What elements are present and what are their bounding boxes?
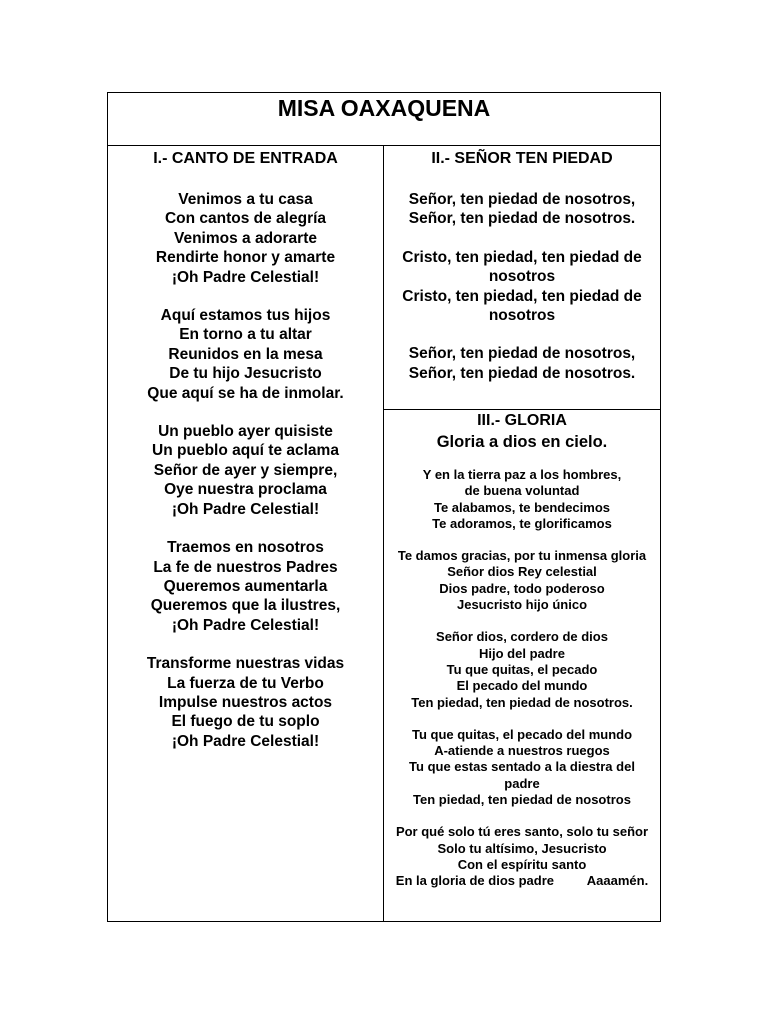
verse-line: ¡Oh Padre Celestial! bbox=[171, 616, 320, 634]
verse-line: El pecado del mundo bbox=[456, 678, 588, 694]
stanza bbox=[384, 629, 660, 710]
verse-line: Traemos en nosotros bbox=[167, 539, 324, 557]
verse-line: Cristo, ten piedad, ten piedad de bbox=[402, 287, 642, 305]
canto-entrada-verses bbox=[108, 190, 383, 751]
canto-entrada-cell bbox=[108, 146, 384, 921]
verse-line: Ten piedad, ten piedad de nosotros bbox=[413, 792, 631, 808]
stanza bbox=[108, 422, 383, 519]
verse-line: Impulse nuestros actos bbox=[158, 693, 333, 711]
stanza bbox=[108, 538, 383, 635]
senor-ten-piedad-heading: II.- SEÑOR TEN PIEDAD bbox=[431, 150, 613, 167]
verse-line: Tu que estas sentado a la diestra del bbox=[409, 759, 635, 775]
hymn-table bbox=[107, 92, 661, 922]
verse-line: De tu hijo Jesucristo bbox=[169, 365, 322, 383]
verse-line: Aquí estamos tus hijos bbox=[160, 307, 331, 325]
verse-line: Hijo del padre bbox=[479, 645, 565, 661]
verse-line: Señor, ten piedad de nosotros, bbox=[408, 191, 636, 208]
verse-line: Y en la tierra paz a los hombres, bbox=[422, 467, 622, 482]
final-line bbox=[384, 873, 660, 889]
verse-line: Un pueblo ayer quisiste bbox=[158, 423, 333, 441]
amen-text: Aaaamén. bbox=[586, 873, 649, 889]
verse-line: Te adoramos, te glorificamos bbox=[432, 515, 612, 531]
verse-line: Queremos aumentarla bbox=[163, 577, 328, 595]
stanza bbox=[384, 190, 660, 229]
verse-line: La fuerza de tu Verbo bbox=[167, 674, 324, 692]
verse-line: Tu que quitas, el pecado bbox=[446, 661, 598, 677]
verse-line: Solo tu altísimo, Jesucristo bbox=[437, 840, 607, 856]
title-row bbox=[108, 93, 660, 146]
verse-line: Venimos a tu casa bbox=[178, 191, 313, 208]
verse-line: Cristo, ten piedad, ten piedad de bbox=[402, 248, 642, 266]
verse-line: Te alabamos, te bendecimos bbox=[433, 499, 611, 515]
canto-entrada-heading: I.- CANTO DE ENTRADA bbox=[153, 150, 338, 167]
gloria-subheading: Gloria a dios en cielo. bbox=[436, 433, 608, 451]
verse-line: Jesucristo hijo único bbox=[456, 597, 588, 613]
verse-line: Señor, ten piedad de nosotros. bbox=[408, 364, 636, 382]
verse-line: Transforme nuestras vidas bbox=[146, 655, 345, 673]
verse-line: Que aquí se ha de inmolar. bbox=[147, 384, 344, 402]
verse-line: Ten piedad, ten piedad de nosotros. bbox=[411, 694, 633, 710]
verse-line: Rendirte honor y amarte bbox=[155, 249, 336, 267]
verse-line: Por qué solo tú eres santo, solo tu señor bbox=[395, 824, 649, 840]
verse-line: ¡Oh Padre Celestial! bbox=[171, 268, 320, 286]
verse-line: ¡Oh Padre Celestial! bbox=[171, 500, 320, 518]
verse-line: ¡Oh Padre Celestial! bbox=[171, 732, 320, 750]
stanza bbox=[108, 306, 383, 403]
verse-line: Te damos gracias, por tu inmensa gloria bbox=[397, 548, 647, 564]
senor-ten-piedad-cell bbox=[384, 146, 660, 410]
stanza bbox=[384, 727, 660, 808]
verse-line: Reunidos en la mesa bbox=[168, 345, 323, 363]
verse-line: El fuego de tu soplo bbox=[171, 713, 320, 731]
stanza bbox=[384, 467, 660, 532]
verse-line: Un pueblo aquí te aclama bbox=[152, 442, 339, 460]
verse-line: nosotros bbox=[488, 307, 556, 325]
stanza bbox=[384, 248, 660, 326]
final-line-text: En la gloria de dios padre bbox=[395, 873, 554, 889]
senor-ten-piedad-verses bbox=[384, 190, 660, 383]
verse-line: de buena voluntad bbox=[464, 483, 580, 499]
verse-line: Señor dios Rey celestial bbox=[447, 564, 597, 580]
verse-line: Con cantos de alegría bbox=[164, 210, 327, 228]
verse-line: Queremos que la ilustres, bbox=[150, 597, 341, 615]
stanza bbox=[108, 654, 383, 751]
verse-line: Venimos a adorarte bbox=[173, 229, 317, 247]
page-title: MISA OAXAQUENA bbox=[277, 95, 491, 121]
stanza bbox=[384, 824, 660, 889]
stanza bbox=[384, 344, 660, 383]
verse-line: Señor, ten piedad de nosotros, bbox=[408, 345, 636, 363]
verse-line: padre bbox=[504, 775, 540, 791]
verse-line: Señor de ayer y siempre, bbox=[153, 461, 338, 479]
gloria-verses bbox=[384, 467, 660, 890]
verse-line: nosotros bbox=[488, 268, 556, 286]
gloria-cell bbox=[384, 410, 660, 921]
gloria-heading: III.- GLORIA bbox=[477, 412, 567, 429]
verse-line: A-atiende a nuestros ruegos bbox=[434, 743, 610, 759]
verse-line: Tu que quitas, el pecado del mundo bbox=[411, 726, 633, 742]
verse-line: Dios padre, todo poderoso bbox=[439, 580, 605, 596]
verse-line: Oye nuestra proclama bbox=[164, 481, 327, 499]
stanza bbox=[108, 190, 383, 287]
verse-line: La fe de nuestros Padres bbox=[153, 558, 338, 576]
verse-line: Señor dios, cordero de dios bbox=[436, 629, 608, 645]
verse-line: Señor, ten piedad de nosotros. bbox=[408, 210, 636, 228]
stanza bbox=[384, 548, 660, 613]
verse-line: En torno a tu altar bbox=[179, 326, 312, 344]
verse-line: Con el espíritu santo bbox=[457, 856, 587, 872]
